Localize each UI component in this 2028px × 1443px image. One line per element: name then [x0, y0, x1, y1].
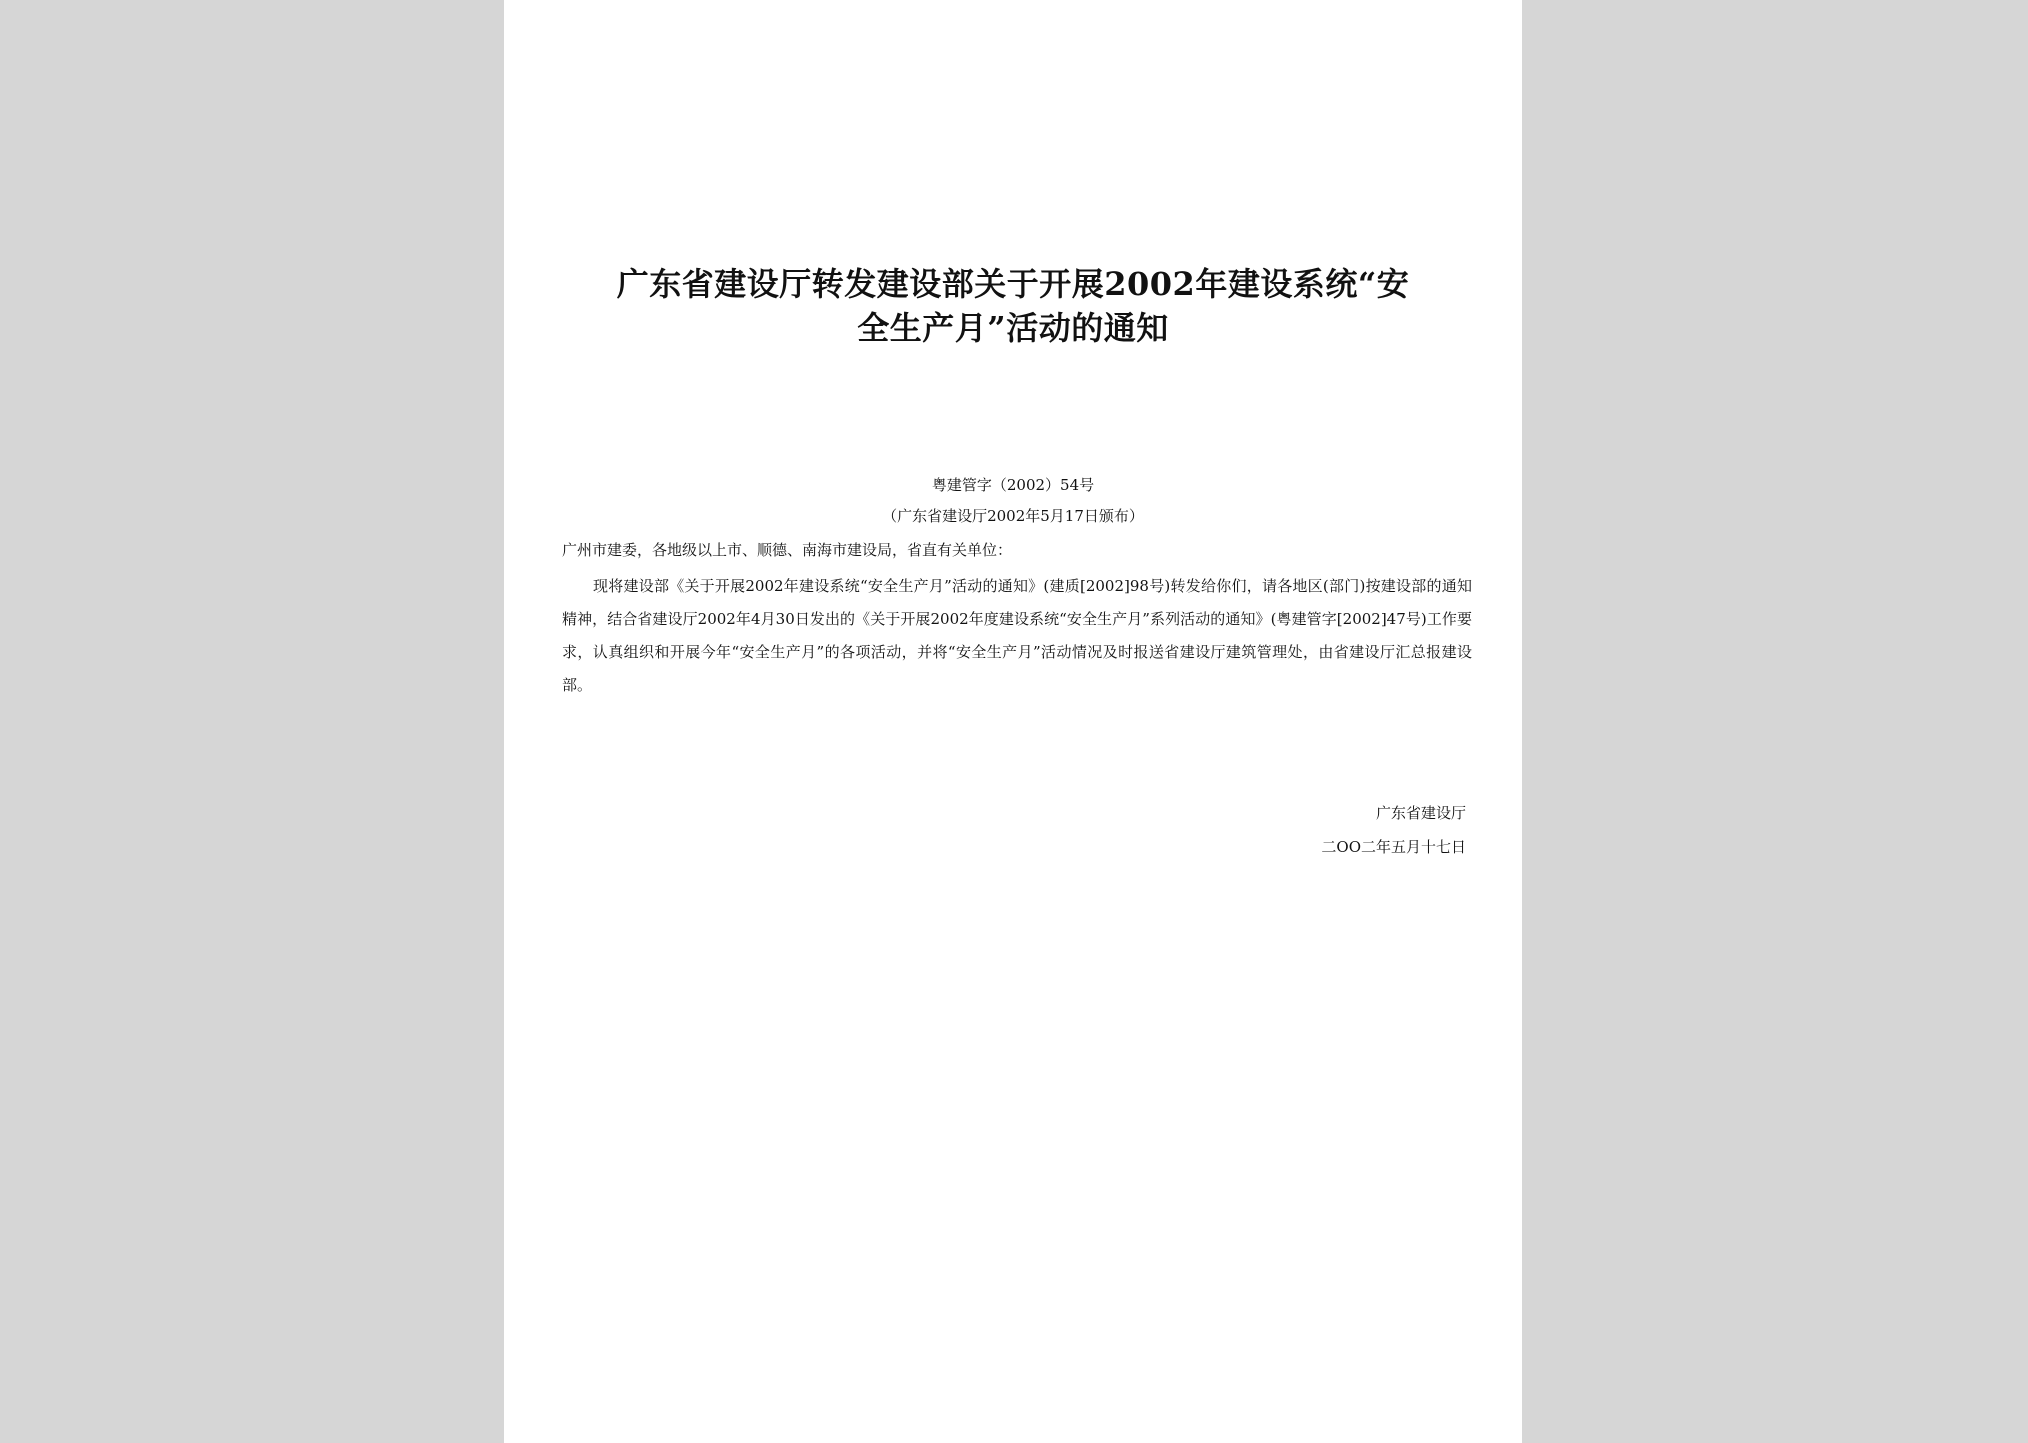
document-number: 粤建管字（2002）54号	[931, 476, 1095, 494]
body-paragraph: 现将建设部《关于开展2002年建设系统“安全生产月”活动的通知》(建质[2002]98号)转发给你们，请各地区(部门)按建设部的通知精神，结合省建设厅2002年4月30日发出的《关于开展2002年度建设系统“安全生产月”系列活动的通知》(粤建管字[2002]47号)工作要求，认真组织和开展今年“安全生产月”的各项活动，并将“安全生产月”活动情况及时报送省建设厅建筑管理处，由省建设厅汇总报建设部。	[562, 577, 1472, 694]
document-title	[544, 262, 1482, 350]
document-title-line-2: 全生产月”活动的通知	[857, 309, 1169, 347]
document-page	[504, 0, 1522, 1443]
recipients-line: 广州市建委，各地级以上市、顺德、南海市建设局，省直有关单位：	[562, 541, 1013, 559]
issuer-signature: 广东省建设厅	[1375, 804, 1466, 822]
document-title-line-1: 广东省建设厅转发建设部关于开展2002年建设系统“安	[616, 265, 1410, 303]
issue-note: （广东省建设厅2002年5月17日颁布）	[882, 507, 1144, 525]
issue-date: 二OO二年五月十七日	[1321, 838, 1466, 856]
